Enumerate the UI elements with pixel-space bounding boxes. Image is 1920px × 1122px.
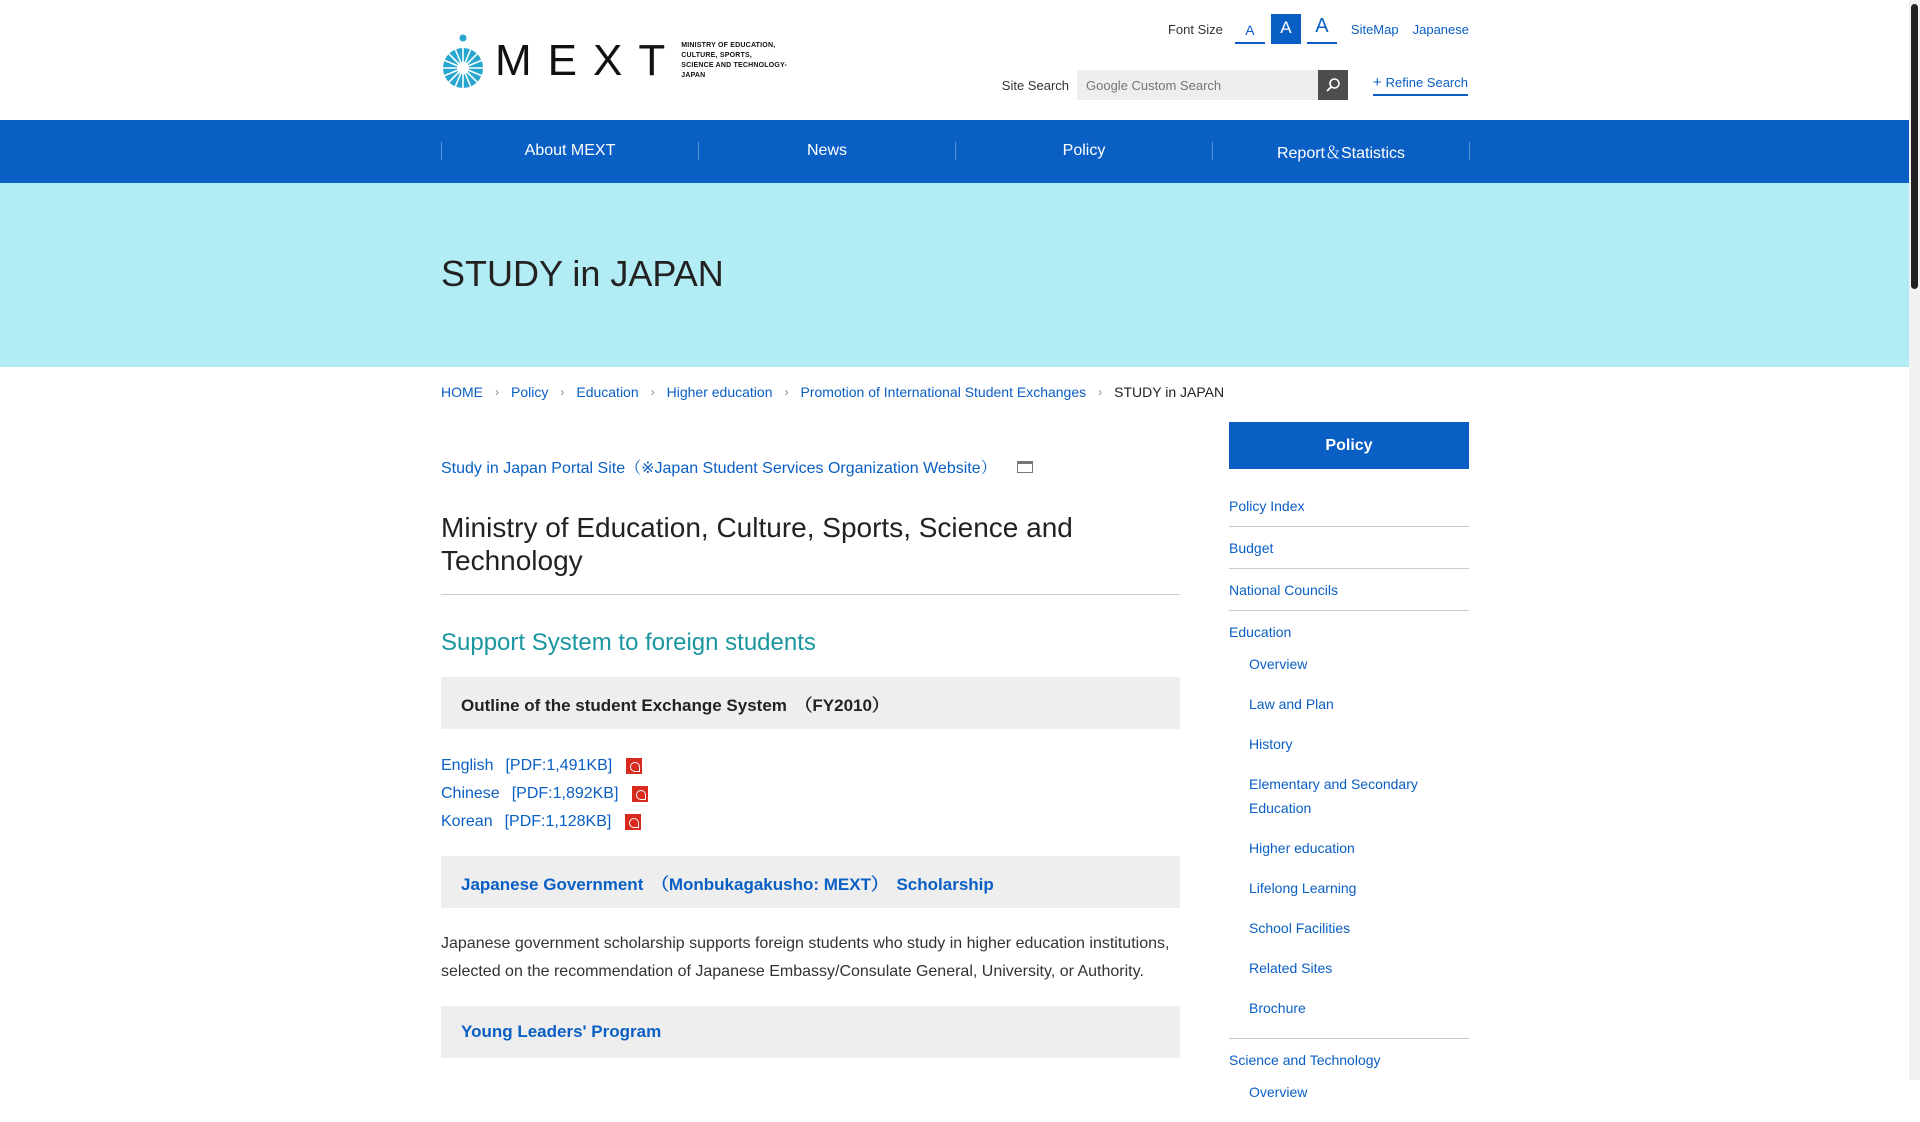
nav-policy[interactable]: Policy xyxy=(955,142,1212,160)
sidebar-sublink-school-facilities[interactable]: School Facilities xyxy=(1249,920,1351,936)
sidebar-group-science xyxy=(1229,1039,1469,1122)
pdf-row-chinese xyxy=(441,780,1180,808)
logo-subtitle-line: CULTURE, SPORTS, xyxy=(681,52,752,59)
portal-link-row xyxy=(441,455,1180,478)
study-in-japan-portal-link[interactable]: Study in Japan Portal Site（※Japan Student Services Organization Website） xyxy=(441,460,997,477)
pdf-row-english xyxy=(441,752,1180,780)
chevron-right-icon: › xyxy=(495,385,499,399)
pdf-icon xyxy=(632,786,648,802)
section-heading: Support System to foreign students xyxy=(441,629,816,656)
nav-report-statistics[interactable]: Report＆Statistics xyxy=(1212,142,1470,160)
young-leaders-link[interactable]: Young Leaders' Program xyxy=(461,1022,662,1041)
pdf-icon xyxy=(625,814,641,830)
scholarship-description: Japanese government scholarship supports foreign students who study in higher education institutions, selected on the recommendation of Japanese Embassy/Consulate General, University, or Authority. xyxy=(441,935,1170,980)
plus-icon: + xyxy=(1372,73,1382,91)
refine-search-label: Refine Search xyxy=(1385,74,1468,90)
pdf-icon xyxy=(626,758,642,774)
chevron-right-icon: › xyxy=(560,385,565,399)
chevron-right-icon: › xyxy=(784,385,789,399)
sidebar-subitem xyxy=(1249,828,1469,868)
main-content xyxy=(441,422,1180,1058)
nav-about-mext[interactable]: About MEXT xyxy=(441,142,698,160)
sidebar-subitem xyxy=(1249,724,1469,764)
pdf-link-korean[interactable]: Korean xyxy=(441,813,493,830)
font-size-medium-button[interactable]: A xyxy=(1271,14,1301,44)
scrollbar[interactable] xyxy=(1909,0,1920,1080)
japanese-link[interactable]: Japanese xyxy=(1412,21,1469,37)
young-leaders-box-link[interactable] xyxy=(441,1006,1180,1058)
sitemap-link[interactable]: SiteMap xyxy=(1350,21,1399,37)
sidebar-item-policy-index xyxy=(1229,485,1469,527)
font-size-large-button[interactable]: A xyxy=(1307,14,1337,44)
page-hero xyxy=(0,183,1909,367)
sidebar-sublist-education xyxy=(1229,644,1469,1028)
pdf-list xyxy=(441,752,1180,836)
sidebar-subitem xyxy=(1249,948,1469,988)
sidebar-link-budget[interactable]: Budget xyxy=(1229,540,1274,556)
font-size-small-button[interactable]: A xyxy=(1235,14,1265,44)
pdf-link-english[interactable]: English xyxy=(441,757,494,774)
sidebar-link-policy-index[interactable]: Policy Index xyxy=(1229,498,1305,514)
sidebar-item-science-technology xyxy=(1229,1039,1469,1072)
search-input[interactable] xyxy=(1077,70,1318,100)
ministry-heading: Ministry of Education, Culture, Sports, Science and Technology xyxy=(441,511,1180,595)
sidebar-link-science-technology[interactable]: Science and Technology xyxy=(1229,1052,1381,1068)
logo-wordmark: MEXT xyxy=(495,36,682,85)
sidebar-sublink-elementary-secondary[interactable]: Elementary and Secondary Education xyxy=(1249,776,1418,816)
breadcrumb-higher-education[interactable]: Higher education xyxy=(666,384,773,400)
logo-subtitle-line: MINISTRY OF EDUCATION, xyxy=(681,42,776,49)
breadcrumb-policy[interactable]: Policy xyxy=(511,384,549,400)
sidebar-sublink-science-overview[interactable]: Overview xyxy=(1249,1084,1308,1100)
site-search-label: Site Search xyxy=(1001,77,1069,93)
scrollbar-thumb[interactable] xyxy=(1911,4,1918,289)
breadcrumb-home[interactable]: HOME xyxy=(441,384,483,400)
sidebar-sublink-brochure[interactable]: Brochure xyxy=(1249,1000,1306,1016)
sidebar-subitem xyxy=(1249,1072,1469,1112)
breadcrumb-education[interactable]: Education xyxy=(576,384,639,400)
mext-logo-icon xyxy=(441,32,485,90)
sidebar-list xyxy=(1229,485,1469,1122)
sidebar-item-education xyxy=(1229,611,1469,644)
sidebar-sublink-lifelong-learning[interactable]: Lifelong Learning xyxy=(1249,880,1357,896)
sidebar-item-national-councils xyxy=(1229,569,1469,611)
sidebar-subitem xyxy=(1249,988,1469,1028)
pdf-link-chinese[interactable]: Chinese xyxy=(441,785,500,802)
sidebar-sublink-related-sites[interactable]: Related Sites xyxy=(1249,960,1333,976)
new-window-icon xyxy=(1017,461,1033,473)
breadcrumb-promotion[interactable]: Promotion of International Student Exchanges xyxy=(800,384,1087,400)
nav-news[interactable]: News xyxy=(698,142,955,160)
mext-logo[interactable] xyxy=(441,32,811,90)
sidebar-item-budget xyxy=(1229,527,1469,569)
pdf-size-korean[interactable]: [PDF:1,128KB] xyxy=(504,813,612,830)
breadcrumb xyxy=(441,384,1224,400)
sidebar xyxy=(1229,422,1469,1122)
page-title: STUDY in JAPAN xyxy=(441,253,724,294)
sidebar-sublink-higher-education[interactable]: Higher education xyxy=(1249,840,1355,856)
refine-search-link[interactable] xyxy=(1373,70,1468,96)
sidebar-sublink-overview[interactable]: Overview xyxy=(1249,656,1308,672)
pdf-size-chinese[interactable]: [PDF:1,892KB] xyxy=(511,785,619,802)
sidebar-heading[interactable]: Policy xyxy=(1229,422,1469,469)
sidebar-link-national-councils[interactable]: National Councils xyxy=(1229,582,1338,598)
scholarship-box-link[interactable] xyxy=(441,856,1180,908)
search-button[interactable] xyxy=(1318,70,1348,100)
pdf-row-korean xyxy=(441,808,1180,836)
sidebar-subitem xyxy=(1249,684,1469,724)
sidebar-link-education[interactable]: Education xyxy=(1229,624,1292,640)
pdf-size-english[interactable]: [PDF:1,491KB] xyxy=(505,757,613,774)
sidebar-subitem xyxy=(1249,868,1469,908)
chevron-right-icon: › xyxy=(1098,385,1103,399)
utility-bar xyxy=(1168,14,1469,44)
logo-subtitle-line: SCIENCE AND TECHNOLOGY-JAPAN xyxy=(681,62,788,79)
sidebar-sublink-law-and-plan[interactable]: Law and Plan xyxy=(1249,696,1334,712)
logo-subtitle xyxy=(681,41,811,81)
sidebar-subitem xyxy=(1249,644,1469,684)
chevron-right-icon: › xyxy=(650,385,655,399)
font-size-label: Font Size xyxy=(1167,21,1223,37)
global-nav xyxy=(0,120,1909,183)
site-search xyxy=(1002,70,1348,100)
sidebar-subitem xyxy=(1249,908,1469,948)
outline-box-heading: Outline of the student Exchange System （FY2010） xyxy=(441,677,1180,729)
site-header xyxy=(0,0,1909,120)
scholarship-link[interactable]: Japanese Government （Monbukagakusho: MEXT） Scholarship xyxy=(461,874,994,894)
search-icon xyxy=(1325,77,1341,93)
sidebar-subitem xyxy=(1249,764,1469,828)
sidebar-sublink-history[interactable]: History xyxy=(1249,736,1293,752)
sidebar-group-education xyxy=(1229,611,1469,1039)
breadcrumb-current: STUDY in JAPAN xyxy=(1114,384,1225,400)
sidebar-sublist-science xyxy=(1229,1072,1469,1112)
